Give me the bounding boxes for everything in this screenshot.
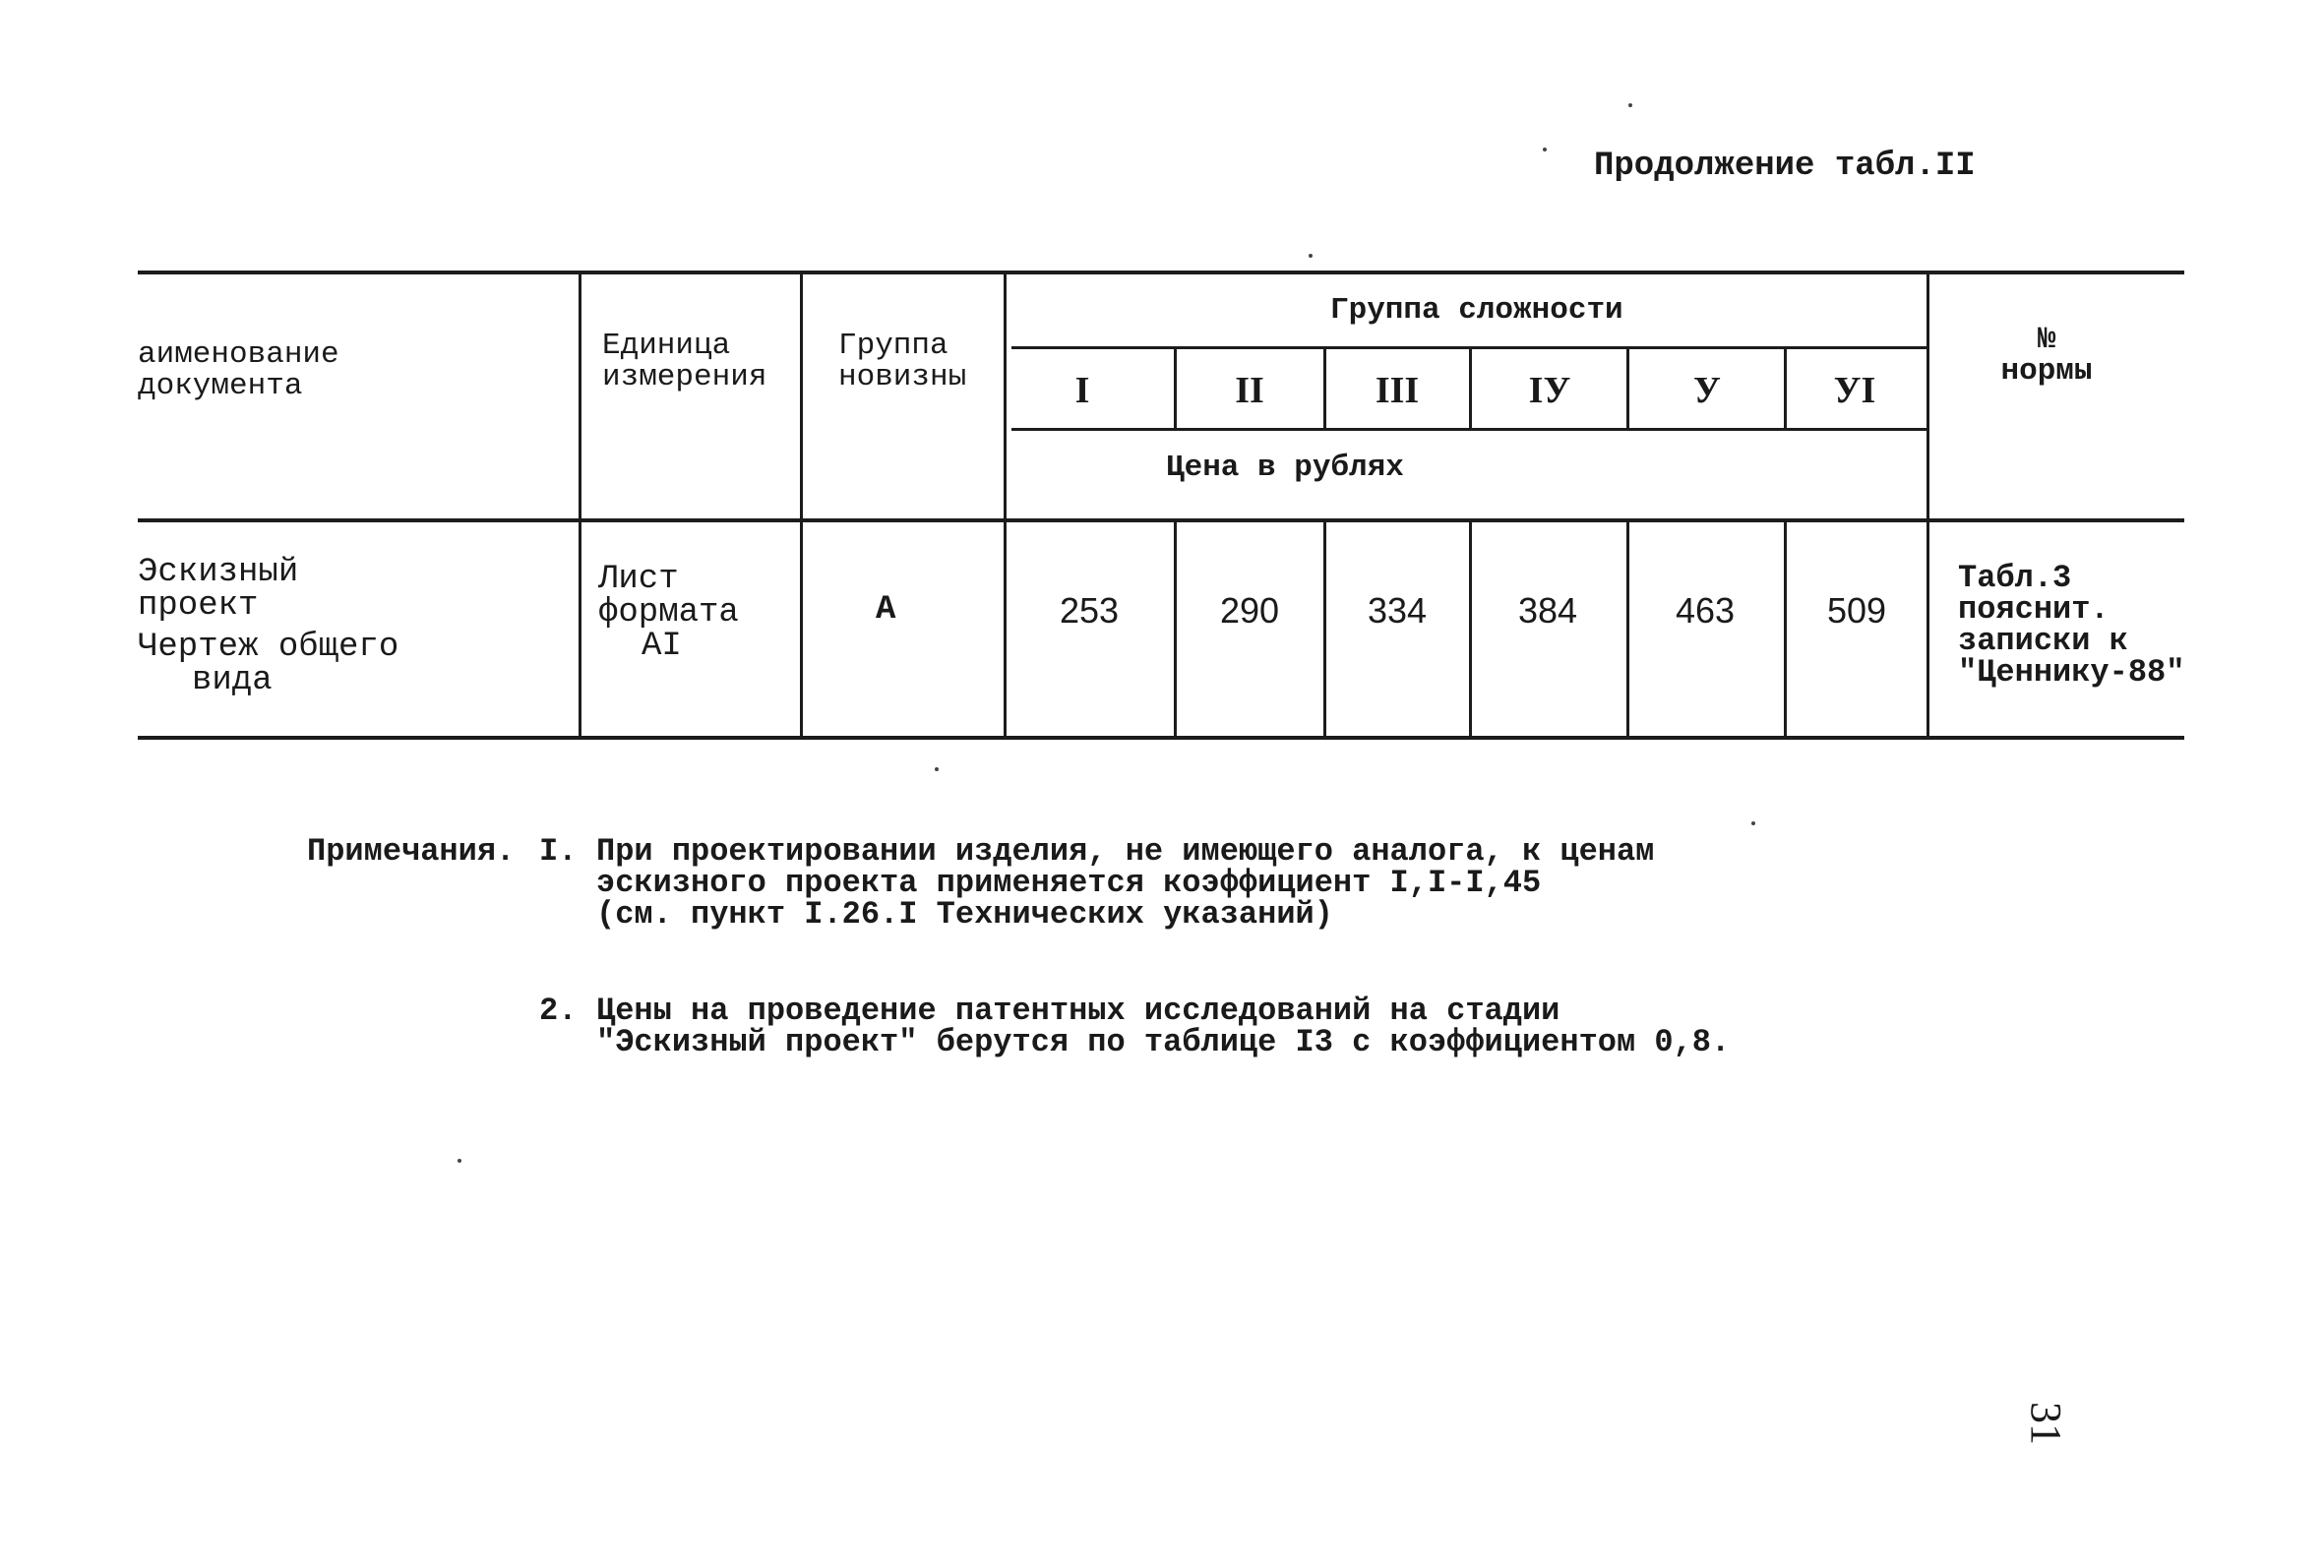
- scan-speck: [935, 767, 939, 771]
- table-bottom-border: [138, 736, 2184, 740]
- header-novelty-line2: новизны: [838, 360, 967, 394]
- header-unit-line1: Единица: [602, 329, 731, 363]
- header-norm-number: [1992, 325, 2101, 388]
- header-document-name-line1: аименование: [138, 337, 339, 372]
- complexity-group-6: УI: [1833, 370, 1876, 411]
- row-name-line1: Эскизный: [138, 554, 299, 591]
- note-1-line3: (см. пункт I.26.I Технических указаний): [596, 896, 1333, 933]
- note-1-line1: При проектировании изделия, не имеющего аналога, к ценам: [596, 833, 1655, 870]
- scan-speck: [1543, 148, 1547, 151]
- row-norm-line1: Табл.3: [1958, 560, 2072, 596]
- complexity-group-1: I: [1074, 370, 1090, 411]
- header-document-name-line2: документа: [138, 369, 303, 403]
- header-novelty-group: [838, 331, 966, 393]
- header-complexity-group: Группа сложности: [1330, 293, 1623, 328]
- row-unit: [598, 563, 739, 663]
- col-divider-1: [579, 271, 581, 739]
- note-1-line2: эскизного проекта применяется коэффициент I,I-I,45: [596, 865, 1542, 901]
- note-1-text: [596, 833, 1655, 933]
- note-2-text: [596, 995, 1730, 1058]
- note-2-number: 2.: [539, 993, 578, 1029]
- row-norm-line2: пояснит.: [1958, 591, 2110, 628]
- roman-divider-3-top: [1469, 346, 1472, 430]
- roman-divider-1-top: [1174, 346, 1177, 430]
- header-document-name: [138, 339, 339, 402]
- note-1-number: I.: [539, 833, 578, 870]
- header-norm-symbol: №: [2037, 323, 2056, 357]
- scan-speck: [1628, 103, 1632, 107]
- header-novelty-line1: Группа: [838, 329, 948, 363]
- complexity-group-2: II: [1235, 370, 1264, 411]
- roman-divider-5-top: [1784, 346, 1787, 430]
- scan-speck: [458, 1159, 461, 1163]
- complexity-group-3: III: [1375, 370, 1420, 411]
- col-divider-norm: [1926, 271, 1929, 739]
- row-name-line4: вида: [192, 662, 273, 699]
- notes-label: Примечания.: [307, 833, 516, 870]
- col-divider-2: [800, 271, 803, 739]
- row-norm-line3: записки к: [1958, 623, 2128, 659]
- header-price-rubles: Цена в рублях: [1166, 451, 1404, 485]
- price-divider-4: [1626, 518, 1629, 739]
- price-group-4: 384: [1517, 590, 1578, 631]
- price-group-6: 509: [1826, 590, 1887, 631]
- complexity-group-5: У: [1693, 370, 1721, 411]
- row-name-line2: проект: [138, 587, 259, 625]
- note-2-line2: "Эскизный проект" берутся по таблице I3 с коэффициентом 0,8.: [596, 1024, 1731, 1060]
- header-bottom-border: [138, 518, 2184, 522]
- header-unit: [602, 331, 766, 393]
- roman-divider-4-top: [1626, 346, 1629, 430]
- row-unit-line1: Лист: [598, 561, 679, 598]
- table-top-border: [138, 271, 2184, 274]
- header-norm-label: нормы: [2000, 354, 2093, 389]
- price-group-3: 334: [1367, 590, 1428, 631]
- price-group-1: 253: [1059, 590, 1120, 631]
- note-2-line1: Цены на проведение патентных исследований на стадии: [596, 993, 1560, 1029]
- price-group-5: 463: [1675, 590, 1736, 631]
- row-unit-line2: формата: [598, 594, 739, 632]
- row-document-name: [138, 556, 398, 697]
- row-name-line3: Чертеж общего: [138, 629, 399, 666]
- row-norm-reference: [1958, 560, 2185, 691]
- header-unit-line2: измерения: [602, 360, 767, 394]
- table-continuation-caption: Продолжение табл.II: [1594, 148, 1976, 185]
- price-group-2: 290: [1219, 590, 1280, 631]
- col-divider-3: [1004, 271, 1007, 739]
- row-unit-line3: AI: [642, 628, 682, 665]
- row-norm-line4: "Ценнику-88": [1958, 654, 2185, 691]
- row-novelty-group: А: [876, 591, 896, 629]
- scan-speck: [1309, 254, 1313, 258]
- scan-speck: [1751, 821, 1755, 825]
- complexity-group-4: IУ: [1528, 370, 1571, 411]
- roman-divider-2-top: [1323, 346, 1326, 430]
- page-number: 31: [2022, 1402, 2070, 1445]
